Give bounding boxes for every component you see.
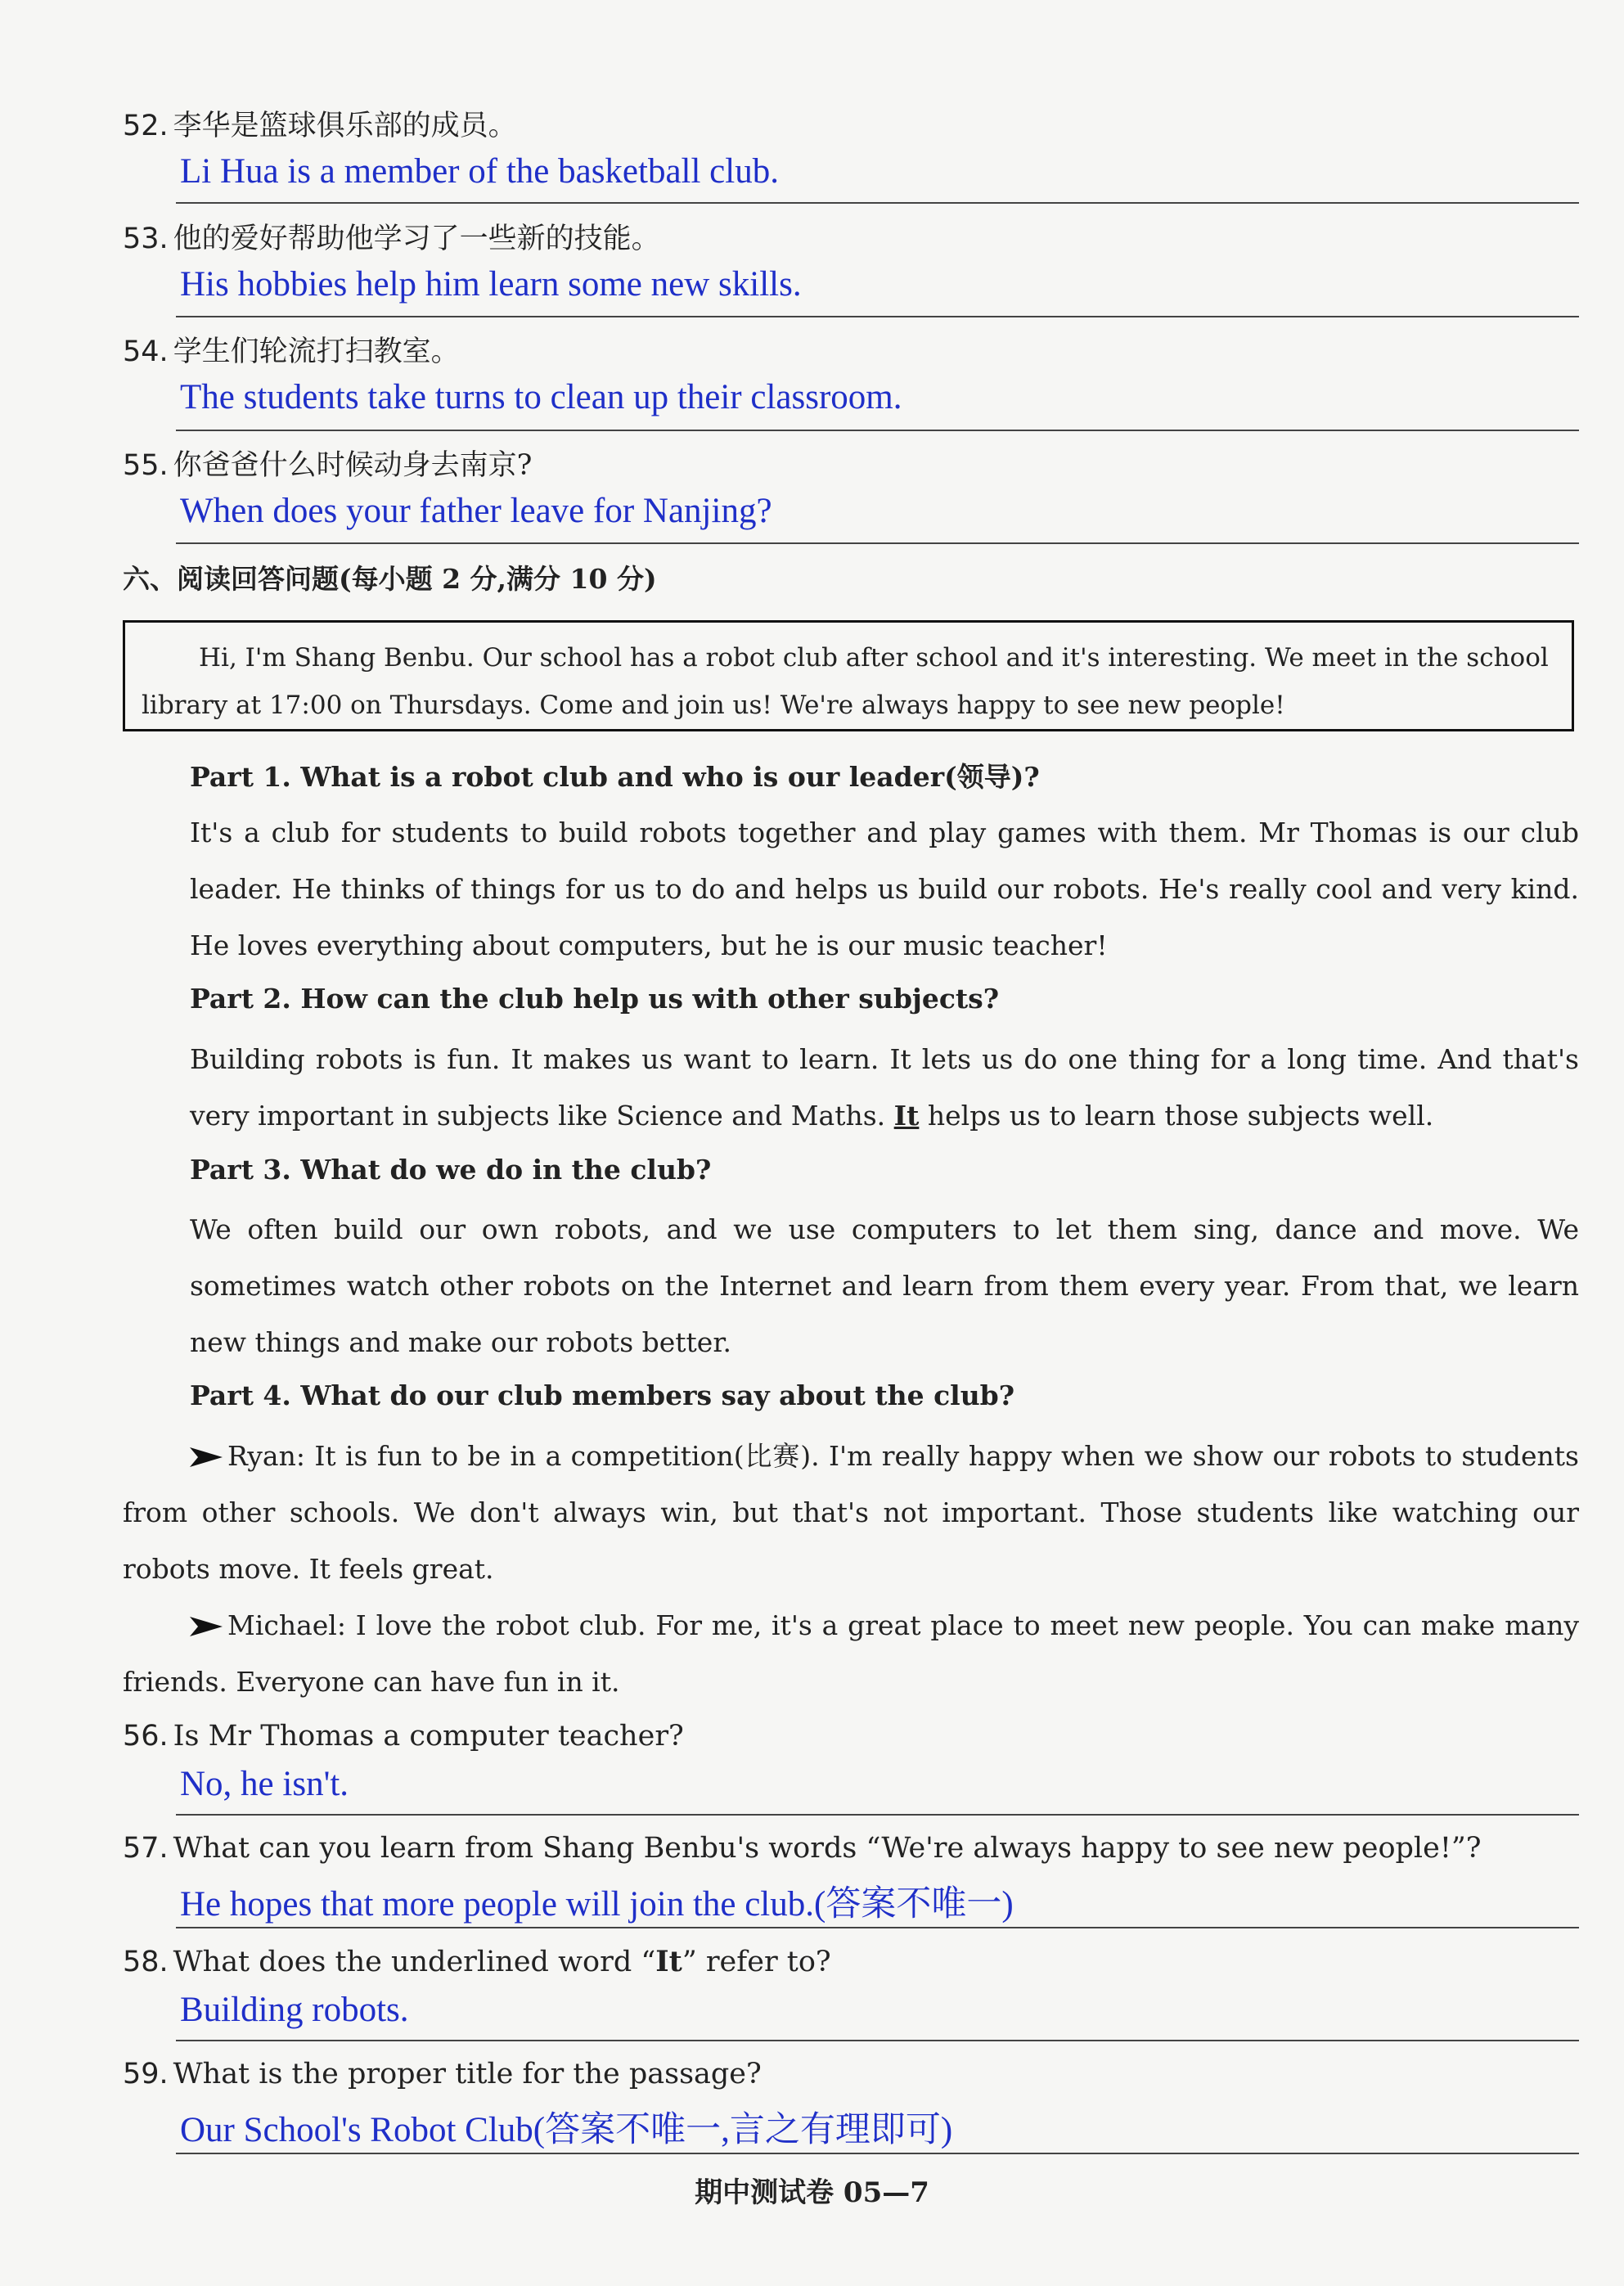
- answer-line: [176, 2153, 1579, 2154]
- part-3-text: We often build our own robots, and we use computers to let them sing, dance and move. We sometimes watch other robots on the Internet and learn from them every year. From that, we learn new things and make our robots better.: [190, 1213, 1579, 1358]
- answer-line: [176, 1927, 1579, 1928]
- question-54: [123, 332, 1579, 371]
- question-prompt: 李华是篮球俱乐部的成员。: [173, 110, 517, 142]
- part-2-text: Building robots is fun. It makes us want to learn. It lets us do one thing for a long time. And that's very important in subjects like Science and Maths. It helps us to learn those subjects well.: [190, 1043, 1579, 1132]
- question-number: 57.: [123, 1832, 169, 1865]
- section-heading: 六、阅读回答问题(每小题 2 分,满分 10 分): [123, 563, 657, 595]
- part-1-heading: Part 1. What is a robot club and who is our leader(领导)?: [190, 761, 1040, 793]
- part-4-heading: Part 4. What do our club members say about the club?: [190, 1379, 1015, 1411]
- question-number: 58.: [123, 1946, 169, 1978]
- arrow-bullet-icon: [190, 1447, 223, 1467]
- part-4-michael: Michael: I love the robot club. For me, it's a great place to meet new people. You can make many friends. Everyone can have fun in it.: [123, 1609, 1579, 1698]
- part-3-heading: Part 3. What do we do in the club?: [190, 1154, 712, 1186]
- answer-59: Our School's Robot Club(答案不唯一,言之有理即可): [180, 2111, 953, 2149]
- part-1-text: It's a club for students to build robots together and play games with them. Mr Thomas is our club leader. He thinks of things for us to do and helps us build our robots. He's really cool and very kind. He loves everything about computers, but he is our music teacher!: [190, 817, 1579, 961]
- answer-58: Building robots.: [180, 1991, 409, 2029]
- question-prompt: 学生们轮流打扫教室。: [173, 335, 460, 368]
- question-59: [123, 2054, 1579, 2094]
- question-number: 56.: [123, 1720, 169, 1753]
- answer-57: He hopes that more people will join the club.(答案不唯一): [180, 1885, 1014, 1924]
- question-58: 58. What does the underlined word “It” refer to?: [123, 1945, 831, 1978]
- answer-54: The students take turns to clean up their classroom.: [180, 378, 902, 416]
- answer-55: When does your father leave for Nanjing?: [180, 492, 772, 530]
- answer-line: [176, 2040, 1579, 2041]
- intro-line: Hi, I'm Shang Benbu. Our school has a robot club after school and it's interesting. We meet in the school: [199, 643, 1549, 673]
- intro-line: library at 17:00 on Thursdays. Come and join us! We're always happy to see new people!: [142, 691, 1285, 720]
- question-55: [123, 446, 1579, 485]
- question-number: 55.: [123, 449, 169, 482]
- answer-52: Li Hua is a member of the basketball club.: [180, 152, 779, 191]
- part-4-ryan: Ryan: It is fun to be in a competition(比赛). I'm really happy when we show our robots to students from other schools. We don't always win, but that's not important. Those students like watching our robots move. It feels great.: [123, 1440, 1579, 1585]
- question-prompt: Is Mr Thomas a computer teacher?: [173, 1720, 684, 1753]
- question-prompt: What can you learn from Shang Benbu's words “We're always happy to see new people!”?: [173, 1832, 1482, 1865]
- answer-line: [176, 542, 1579, 544]
- quoted-word: It: [655, 1945, 682, 1978]
- page-footer: 期中测试卷 05—7: [695, 2176, 929, 2209]
- intro-box: [123, 620, 1574, 731]
- arrow-bullet-icon: [190, 1617, 223, 1636]
- question-52: [123, 106, 1579, 146]
- question-56: [123, 1717, 1579, 1756]
- question-prompt: 他的爱好帮助他学习了一些新的技能。: [173, 223, 660, 255]
- part-2-heading: Part 2. How can the club help us with other subjects?: [190, 983, 1000, 1015]
- answer-line: [176, 430, 1579, 431]
- answer-53: His hobbies help him learn some new skills.: [180, 265, 802, 304]
- question-number: 59.: [123, 2058, 169, 2090]
- question-prompt: 你爸爸什么时候动身去南京?: [173, 449, 533, 482]
- question-57: [123, 1829, 1579, 1868]
- underlined-word-it: It: [893, 1100, 920, 1132]
- answer-line: [176, 316, 1579, 317]
- question-53: [123, 219, 1579, 259]
- answer-line: [176, 1814, 1579, 1816]
- answer-56: No, he isn't.: [180, 1765, 349, 1803]
- question-number: 52.: [123, 110, 169, 142]
- question-prompt: What is the proper title for the passage?: [173, 2058, 762, 2090]
- question-number: 53.: [123, 223, 169, 255]
- answer-line: [176, 202, 1579, 204]
- question-number: 54.: [123, 335, 169, 368]
